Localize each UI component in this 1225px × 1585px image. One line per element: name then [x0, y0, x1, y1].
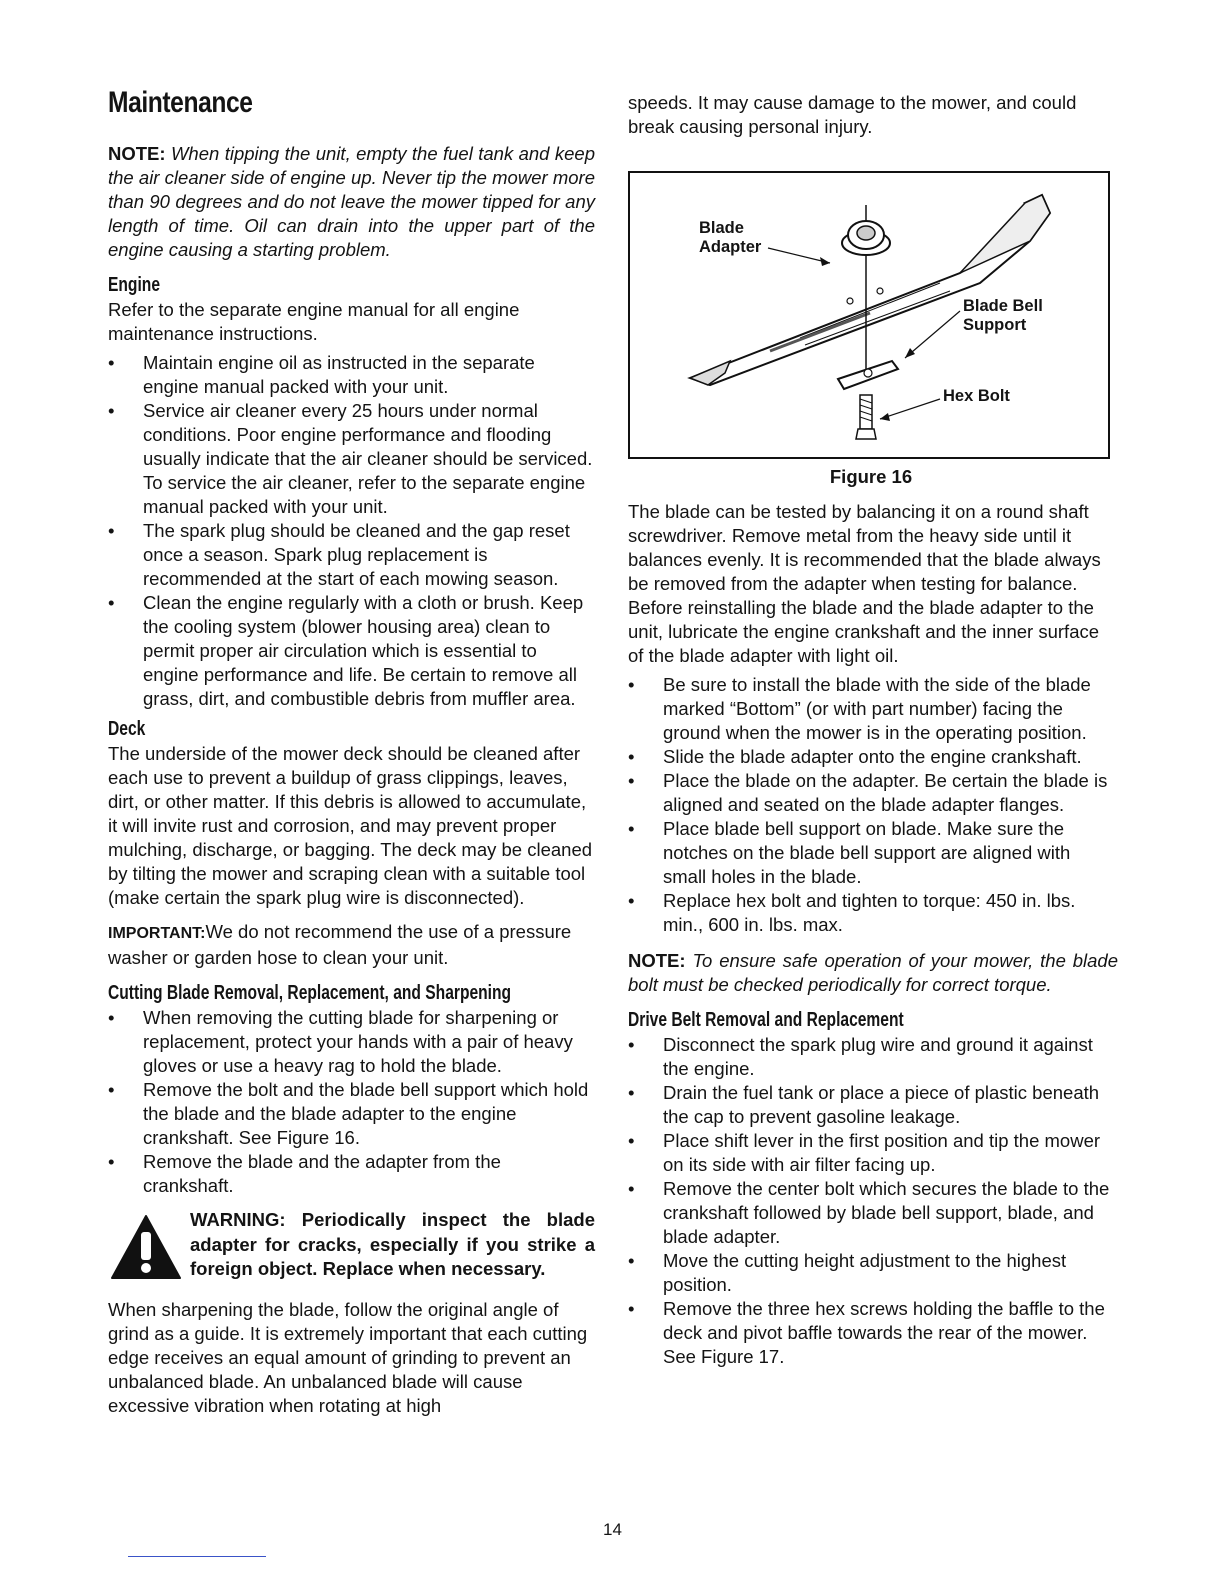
list-item: • Slide the blade adapter onto the engine crankshaft. [628, 746, 1082, 767]
footer-divider [128, 1556, 266, 1557]
list-item: • Place the blade on the adapter. Be certain the blade is aligned and seated on the blade adapter flanges. [628, 770, 1108, 815]
list-item: • Remove the three hex screws holding the baffle to the deck and pivot baffle towards the rear of the mower. See Figure 17. [628, 1298, 1105, 1367]
sharpening-text: When sharpening the blade, follow the original angle of grind as a guide. It is extremely important that each cutting edge receives an equal amount of grinding to prevent an unbalanced blade. An unbalanced blade will cause excessive vibration when rotating at high [108, 1299, 588, 1416]
belt-heading: Drive Belt Removal and Replacement [628, 1009, 904, 1031]
belt-bullet-list [628, 1033, 1118, 1369]
list-item: • Place blade bell support on blade. Make sure the notches on the blade bell support are aligned with small holes in the blade. [628, 818, 1071, 887]
right-column-bottom [628, 500, 1118, 1369]
important-paragraph [108, 920, 595, 970]
list-item: • Move the cutting height adjustment to the highest position. [628, 1250, 1067, 1295]
blade-bullet-list [108, 1006, 595, 1198]
left-column [108, 142, 595, 1418]
list-item: • Drain the fuel tank or place a piece of plastic beneath the cap to prevent gasoline leakage. [628, 1082, 1100, 1127]
engine-intro: Refer to the separate engine manual for all engine maintenance instructions. [108, 299, 520, 344]
list-item: • Replace hex bolt and tighten to torque: 450 in. lbs. min., 600 in. lbs. max. [628, 890, 1076, 935]
note-text: To ensure safe operation of your mower, the blade bolt must be checked periodically for correct torque. [628, 950, 1119, 995]
list-item: • Place shift lever in the first position and tip the mower on its side with air filter facing up. [628, 1130, 1101, 1175]
deck-heading: Deck [108, 718, 146, 740]
right-column-top [628, 91, 1118, 139]
list-item: • The spark plug should be cleaned and the gap reset once a season. Spark plug replacement is recommended at the start of each mowing season. [108, 520, 570, 589]
label-blade-bell-support: Blade Bell Support [963, 297, 1043, 334]
important-label: IMPORTANT: [108, 925, 206, 942]
warning-text: WARNING: Periodically inspect the blade adapter for cracks, especially if you strike a foreign object. Replace when necessary. [190, 1209, 595, 1279]
page-number: 14 [603, 1520, 622, 1539]
balance-text: The blade can be tested by balancing it on a round shaft screwdriver. Remove metal from the heavy side until it balances evenly. It is recommended that the blade always be removed from the adapter when testing for balance. Before reinstalling the blade and the blade adapter to the unit, lubricate the engine crankshaft and the inner surface of the blade adapter with light oil. [628, 501, 1101, 666]
figure-16 [628, 171, 1110, 459]
blade-heading: Cutting Blade Removal, Replacement, and Sharpening [108, 982, 512, 1004]
list-item: • Service air cleaner every 25 hours under normal conditions. Poor engine performance and flooding usually indicate that the air cleaner should be serviced. To service the air cleaner, refer to the separate engine manual packed with your unit. [108, 400, 593, 517]
label-hex-bolt: Hex Bolt [943, 387, 1010, 405]
list-item: • Remove the center bolt which secures the blade to the crankshaft followed by blade bell support, blade, and blade adapter. [628, 1178, 1110, 1247]
note-label: NOTE: [628, 950, 686, 971]
engine-bullet-list [108, 351, 595, 711]
note-text: When tipping the unit, empty the fuel tank and keep the air cleaner side of engine up. Never tip the mower more than 90 degrees and do not leave the mower tipped for any length of time. Oil can drain into the upper part of the engine causing a starting problem. [108, 143, 595, 260]
label-blade-adapter: Blade Adapter [699, 219, 762, 256]
figure-caption: Figure 16 [829, 466, 913, 487]
install-bullet-list [628, 673, 1118, 937]
list-item: • When removing the cutting blade for sharpening or replacement, protect your hands with a pair of heavy gloves or use a heavy rag to hold the blade. [108, 1007, 573, 1076]
tipping-note [108, 142, 595, 262]
note-label: NOTE: [108, 143, 166, 164]
list-item: • Disconnect the spark plug wire and ground it against the engine. [628, 1034, 1093, 1079]
important-text: We do not recommend the use of a pressure washer or garden hose to clean your unit. [108, 921, 572, 968]
list-item: • Maintain engine oil as instructed in the separate engine manual packed with your unit. [108, 352, 535, 397]
list-item: • Remove the bolt and the blade bell support which hold the blade and the blade adapter to the engine crankshaft. See Figure 16. [108, 1079, 589, 1148]
continued-text: speeds. It may cause damage to the mower, and could break causing personal injury. [628, 92, 1077, 137]
list-item: • Be sure to install the blade with the side of the blade marked “Bottom” (or with part number) facing the ground when the mower is in the operating position. [628, 674, 1091, 743]
deck-text: The underside of the mower deck should be cleaned after each use to prevent a buildup of grass clippings, leaves, dirt, or other matter. If this debris is allowed to accumulate, it will invite rust and corrosion, and may prevent proper mulching, discharge, or bagging. The deck may be cleaned by tilting the mower and scraping clean with a suitable tool (make certain the spark plug wire is disconnected). [108, 743, 593, 908]
warning-box [108, 1208, 595, 1294]
page-title: Maintenance [108, 86, 253, 119]
list-item: • Remove the blade and the adapter from the crankshaft. [108, 1151, 501, 1196]
torque-note [628, 949, 1118, 997]
warning-triangle-icon [110, 1214, 182, 1280]
list-item: • Clean the engine regularly with a cloth or brush. Keep the cooling system (blower housing area) clean to permit proper air circulation which is essential to engine performance and life. Be certain to remove all grass, dirt, and combustible debris from muffler area. [108, 592, 584, 709]
engine-heading: Engine [108, 274, 161, 296]
